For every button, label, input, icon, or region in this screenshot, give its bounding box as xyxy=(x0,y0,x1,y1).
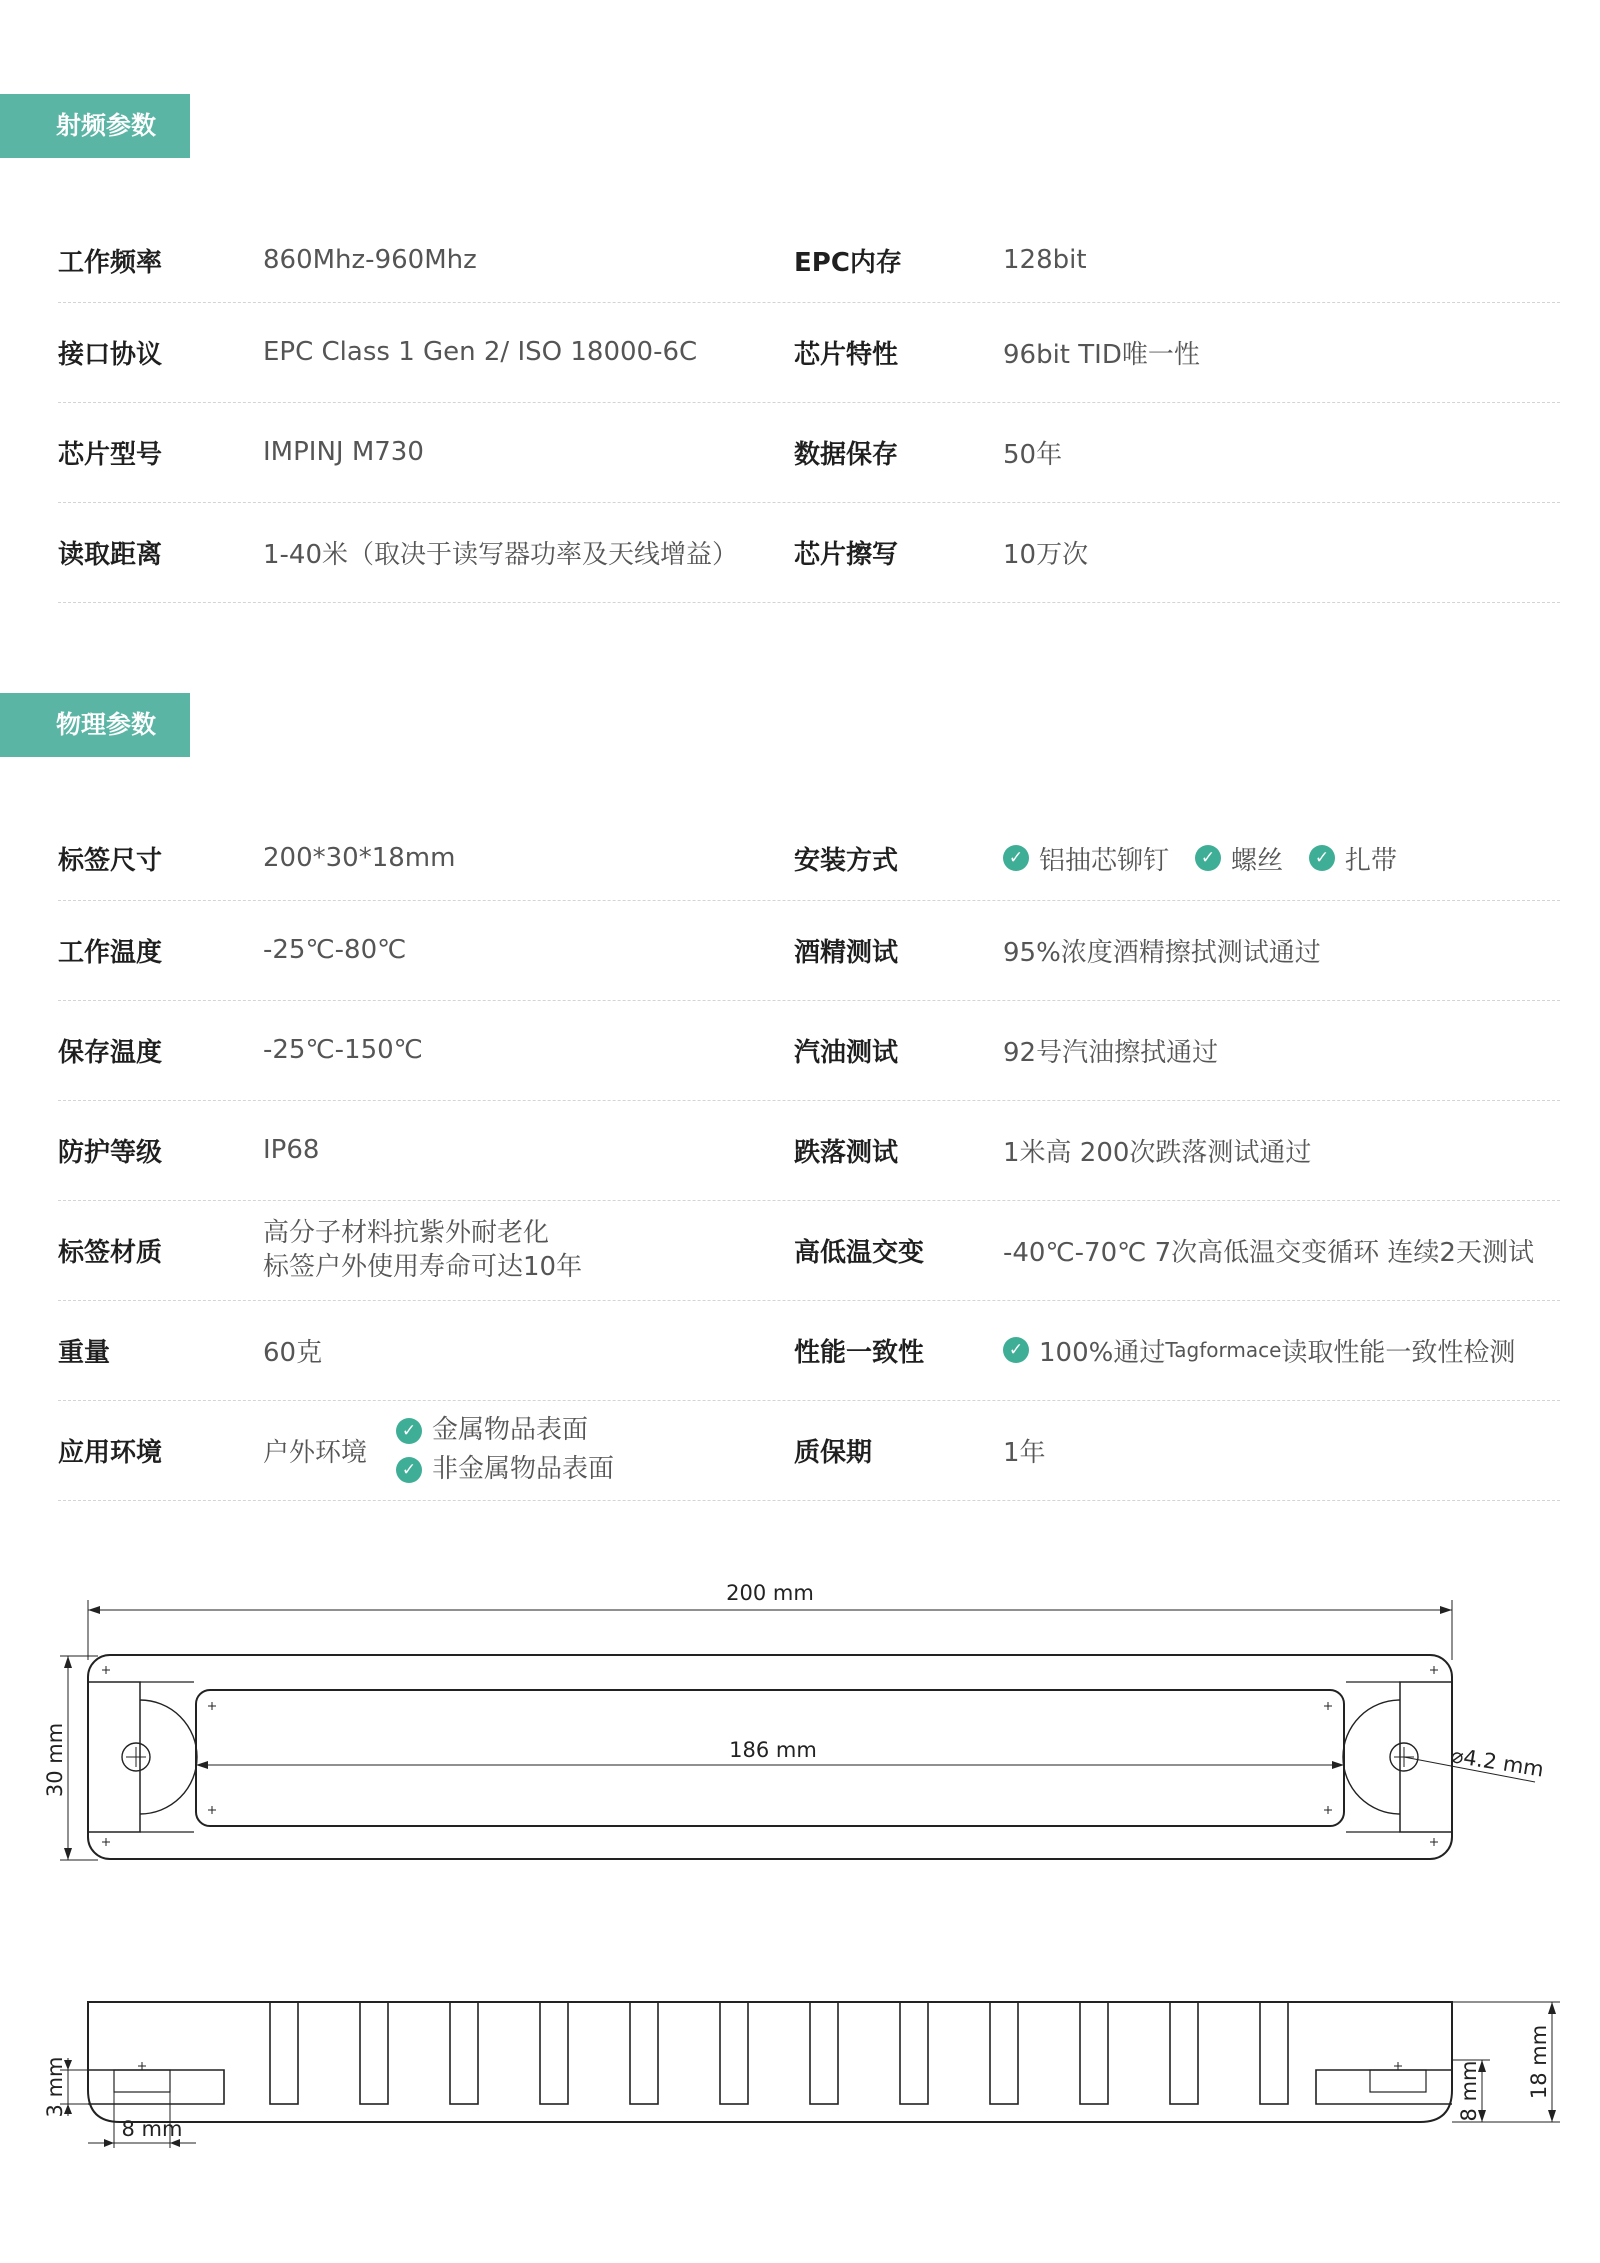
spec-label: 芯片特性 xyxy=(794,339,899,370)
spec-value-line: 标签户外使用寿命可达10年 xyxy=(263,1252,583,1282)
check-icon: ✓ xyxy=(1003,845,1029,871)
spec-label: 跌落测试 xyxy=(794,1137,899,1168)
spec-label: 标签材质 xyxy=(58,1237,163,1268)
install-option xyxy=(1309,840,1397,877)
spec-label: 保存温度 xyxy=(58,1037,163,1068)
check-icon: ✓ xyxy=(396,1457,422,1483)
spec-label: 数据保存 xyxy=(794,439,899,470)
spec-label: 芯片擦写 xyxy=(794,539,899,570)
spec-row xyxy=(58,1200,1560,1301)
dim-foot-label: 8 mm xyxy=(121,2117,183,2141)
dim-inner-height-label: 8 mm xyxy=(1457,2060,1481,2122)
dim-hole-label: ⌀4.2 mm xyxy=(1449,1743,1546,1782)
env-option xyxy=(396,1411,588,1450)
dim-total-height-label: 18 mm xyxy=(1527,2024,1551,2100)
spec-value: EPC Class 1 Gen 2/ ISO 18000-6C xyxy=(263,337,698,367)
spec-label: 工作温度 xyxy=(58,937,163,968)
spec-value: 860Mhz-960Mhz xyxy=(263,245,477,275)
spec-value: 95%浓度酒精擦拭测试通过 xyxy=(1003,937,1321,968)
spec-value xyxy=(263,1200,582,1300)
env-option xyxy=(396,1450,614,1489)
spec-row xyxy=(58,218,1560,303)
spec-label: 防护等级 xyxy=(58,1137,163,1168)
spec-label: 汽油测试 xyxy=(794,1037,899,1068)
spec-value: 10万次 xyxy=(1003,539,1089,570)
spec-row xyxy=(58,302,1560,403)
spec-value-part: 100%通过 xyxy=(1039,1337,1166,1368)
option-label: 扎带 xyxy=(1345,845,1398,876)
spec-value: -40℃-70℃ 7次高低温交变循环 连续2天测试 xyxy=(1003,1237,1534,1268)
spec-label: 标签尺寸 xyxy=(58,845,163,876)
dim-depth-label: 3 mm xyxy=(43,2056,67,2118)
check-icon: ✓ xyxy=(1003,1337,1029,1363)
install-option xyxy=(1003,840,1169,877)
option-label: 非金属物品表面 xyxy=(432,1454,615,1484)
spec-row xyxy=(58,402,1560,503)
spec-label: 酒精测试 xyxy=(794,937,899,968)
spec-label: EPC内存 xyxy=(794,247,902,278)
spec-value: 200*30*18mm xyxy=(263,843,456,873)
spec-value-part: Tagformace xyxy=(1165,1338,1282,1362)
spec-label: 接口协议 xyxy=(58,339,163,370)
spec-value: -25℃-150℃ xyxy=(263,1035,423,1065)
dim-inner-label: 186 mm xyxy=(729,1738,817,1762)
spec-row xyxy=(58,900,1560,1001)
option-label: 铝抽芯铆钉 xyxy=(1039,845,1170,876)
spec-row xyxy=(58,1100,1560,1201)
phys-section-tag: 物理参数 xyxy=(0,693,190,757)
spec-row xyxy=(58,816,1560,901)
spec-value: -25℃-80℃ xyxy=(263,935,407,965)
spec-value: 96bit TID唯一性 xyxy=(1003,339,1200,370)
spec-row xyxy=(58,1300,1560,1401)
spec-label: 重量 xyxy=(58,1337,111,1368)
spec-label: 芯片型号 xyxy=(58,439,163,470)
technical-drawing xyxy=(0,1560,1600,2263)
spec-label: 质保期 xyxy=(794,1437,873,1468)
spec-label: 高低温交变 xyxy=(794,1237,925,1268)
spec-row xyxy=(58,502,1560,603)
rf-section-tag: 射频参数 xyxy=(0,94,190,158)
spec-label: 安装方式 xyxy=(794,845,899,876)
spec-value: 1米高 200次跌落测试通过 xyxy=(1003,1137,1312,1168)
install-options xyxy=(1003,816,1423,900)
spec-value-line: 高分子材料抗紫外耐老化 xyxy=(263,1218,550,1248)
spec-label: 读取距离 xyxy=(58,539,163,570)
spec-value: 60克 xyxy=(263,1337,323,1368)
check-icon: ✓ xyxy=(1309,845,1335,871)
spec-value: 1-40米（取决于读写器功率及天线增益） xyxy=(263,539,739,570)
dim-width-label: 200 mm xyxy=(726,1581,814,1605)
consistency-value xyxy=(1003,1300,1515,1400)
install-option xyxy=(1195,840,1283,877)
spec-value: 128bit xyxy=(1003,245,1087,275)
check-icon: ✓ xyxy=(1195,845,1221,871)
option-label: 螺丝 xyxy=(1231,845,1284,876)
spec-label: 工作频率 xyxy=(58,247,163,278)
dim-height-label: 30 mm xyxy=(43,1722,67,1798)
spec-value: 户外环境 xyxy=(263,1437,368,1468)
spec-value: IP68 xyxy=(263,1135,320,1165)
spec-value: 92号汽油擦拭通过 xyxy=(1003,1037,1219,1068)
spec-label: 性能一致性 xyxy=(794,1337,925,1368)
spec-value-part: 读取性能一致性检测 xyxy=(1281,1337,1516,1368)
spec-label: 应用环境 xyxy=(58,1437,163,1468)
check-icon: ✓ xyxy=(396,1418,422,1444)
option-label: 金属物品表面 xyxy=(432,1415,589,1445)
spec-value: 1年 xyxy=(1003,1437,1046,1468)
spec-value: 50年 xyxy=(1003,439,1063,470)
env-options xyxy=(396,1400,640,1500)
spec-row xyxy=(58,1400,1560,1501)
spec-row xyxy=(58,1000,1560,1101)
spec-value: IMPINJ M730 xyxy=(263,437,424,467)
